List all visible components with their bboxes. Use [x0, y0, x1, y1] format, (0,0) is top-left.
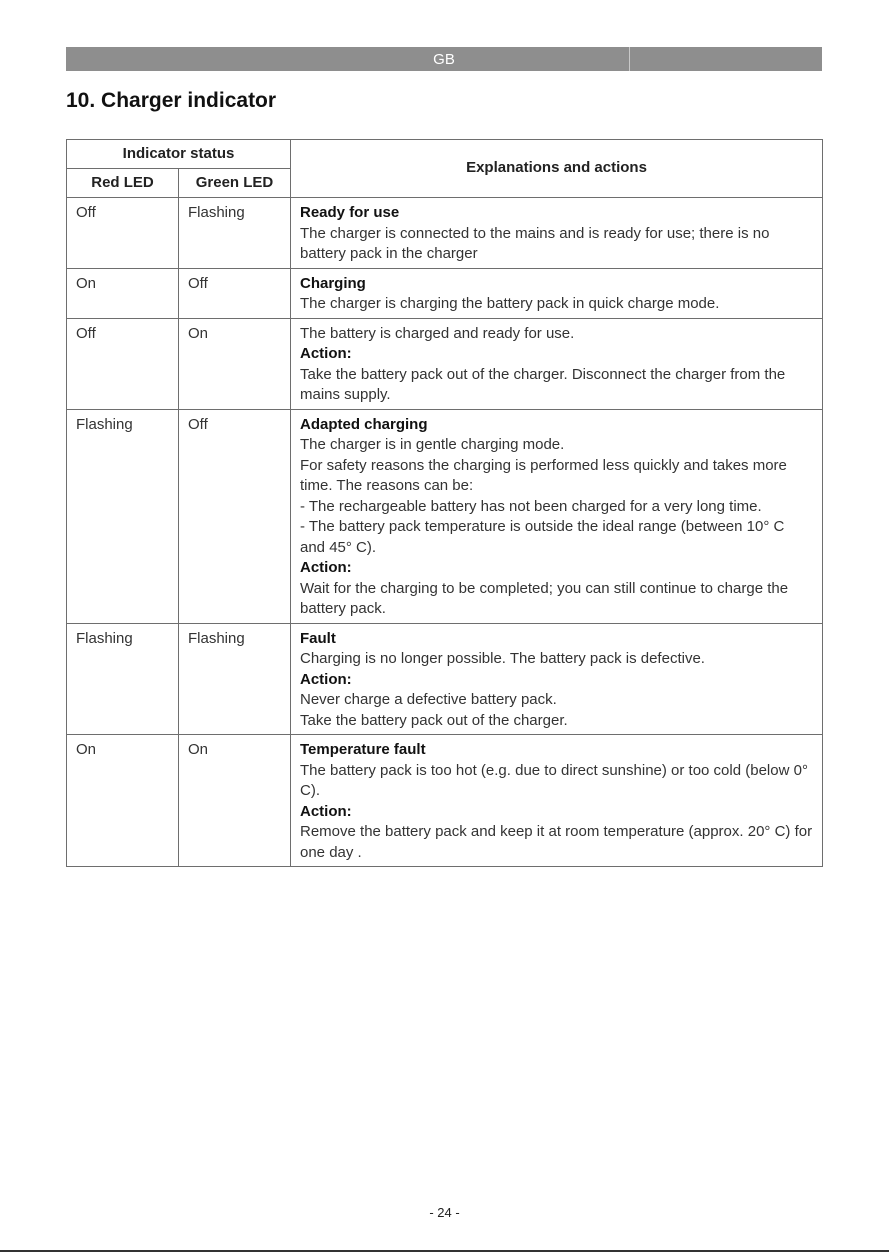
- header-divider: [629, 47, 630, 71]
- explanation-heading: Ready for use: [300, 204, 400, 221]
- red-led-status: On: [67, 268, 179, 318]
- explanation-heading: Action:: [300, 802, 352, 820]
- explanation-cell: [291, 318, 823, 409]
- language-header-bar: [66, 47, 822, 71]
- explanation-heading: Action:: [300, 559, 352, 576]
- explanation-text: - The rechargeable battery has not been charged for a very long time.: [300, 497, 762, 515]
- explanation-cell: [291, 268, 823, 318]
- explanation-cell: [291, 623, 823, 735]
- explanation-heading: Charging: [300, 274, 366, 292]
- indicator-status-header: Indicator status: [67, 140, 291, 169]
- red-led-header: Red LED: [67, 169, 179, 198]
- red-led-status: Flashing: [67, 623, 179, 735]
- explanation-text: Take the battery pack out of the charger.: [300, 711, 568, 729]
- explanation-text: Charging is no longer possible. The battery pack is defective.: [300, 650, 705, 667]
- green-led-header: Green LED: [179, 169, 291, 198]
- charger-indicator-table: [66, 139, 823, 867]
- explanation-text: Never charge a defective battery pack.: [300, 691, 557, 708]
- table-row: [67, 409, 823, 623]
- explanation-text: Remove the battery pack and keep it at room temperature (approx. 20° C) for one day .: [300, 823, 813, 861]
- explanation-text: The charger is connected to the mains and is ready for use; there is no battery pack in the charger: [300, 224, 770, 262]
- page-number: - 24 -: [429, 1205, 460, 1220]
- red-led-status: Off: [67, 198, 179, 269]
- green-led-status: On: [179, 735, 291, 867]
- explanation-heading: Adapted charging: [300, 415, 428, 433]
- explanation-heading: Temperature fault: [300, 741, 426, 758]
- table-body: [67, 198, 823, 867]
- table-row: [67, 623, 823, 735]
- red-led-status: Flashing: [67, 409, 179, 623]
- table-row: [67, 198, 823, 269]
- red-led-status: Off: [67, 318, 179, 409]
- explanation-heading: Action:: [300, 670, 352, 688]
- explanation-cell: [291, 735, 823, 867]
- green-led-status: Flashing: [179, 623, 291, 735]
- green-led-status: Flashing: [179, 198, 291, 269]
- explanation-text: Wait for the charging to be completed; you can still continue to charge the battery pack.: [300, 579, 789, 617]
- explanation-text: The charger is in gentle charging mode.: [300, 436, 565, 453]
- explanation-text: - The battery pack temperature is outside the ideal range (between 10° C and 45° C).: [300, 518, 785, 556]
- language-label: GB: [433, 50, 455, 68]
- explanation-heading: Fault: [300, 629, 336, 647]
- green-led-status: Off: [179, 268, 291, 318]
- explanation-cell: [291, 198, 823, 269]
- explanation-text: The battery is charged and ready for use.: [300, 324, 575, 342]
- explanation-heading: Action:: [300, 345, 352, 362]
- explanation-text: Take the battery pack out of the charger. Disconnect the charger from the mains supply.: [300, 365, 786, 403]
- explanation-text: The battery pack is too hot (e.g. due to direct sunshine) or too cold (below 0° C).: [300, 761, 808, 799]
- red-led-status: On: [67, 735, 179, 867]
- green-led-status: Off: [179, 409, 291, 623]
- page-title: 10. Charger indicator: [66, 89, 277, 112]
- table-row: [67, 735, 823, 867]
- explanation-text: For safety reasons the charging is performed less quickly and takes more time. The reasons can be:: [300, 456, 787, 494]
- bottom-rule: [0, 1250, 889, 1252]
- green-led-status: On: [179, 318, 291, 409]
- explanation-cell: [291, 409, 823, 623]
- table-row: [67, 318, 823, 409]
- table-row: [67, 268, 823, 318]
- explanation-text: The charger is charging the battery pack in quick charge mode.: [300, 295, 720, 312]
- explanations-header: Explanations and actions: [291, 140, 823, 198]
